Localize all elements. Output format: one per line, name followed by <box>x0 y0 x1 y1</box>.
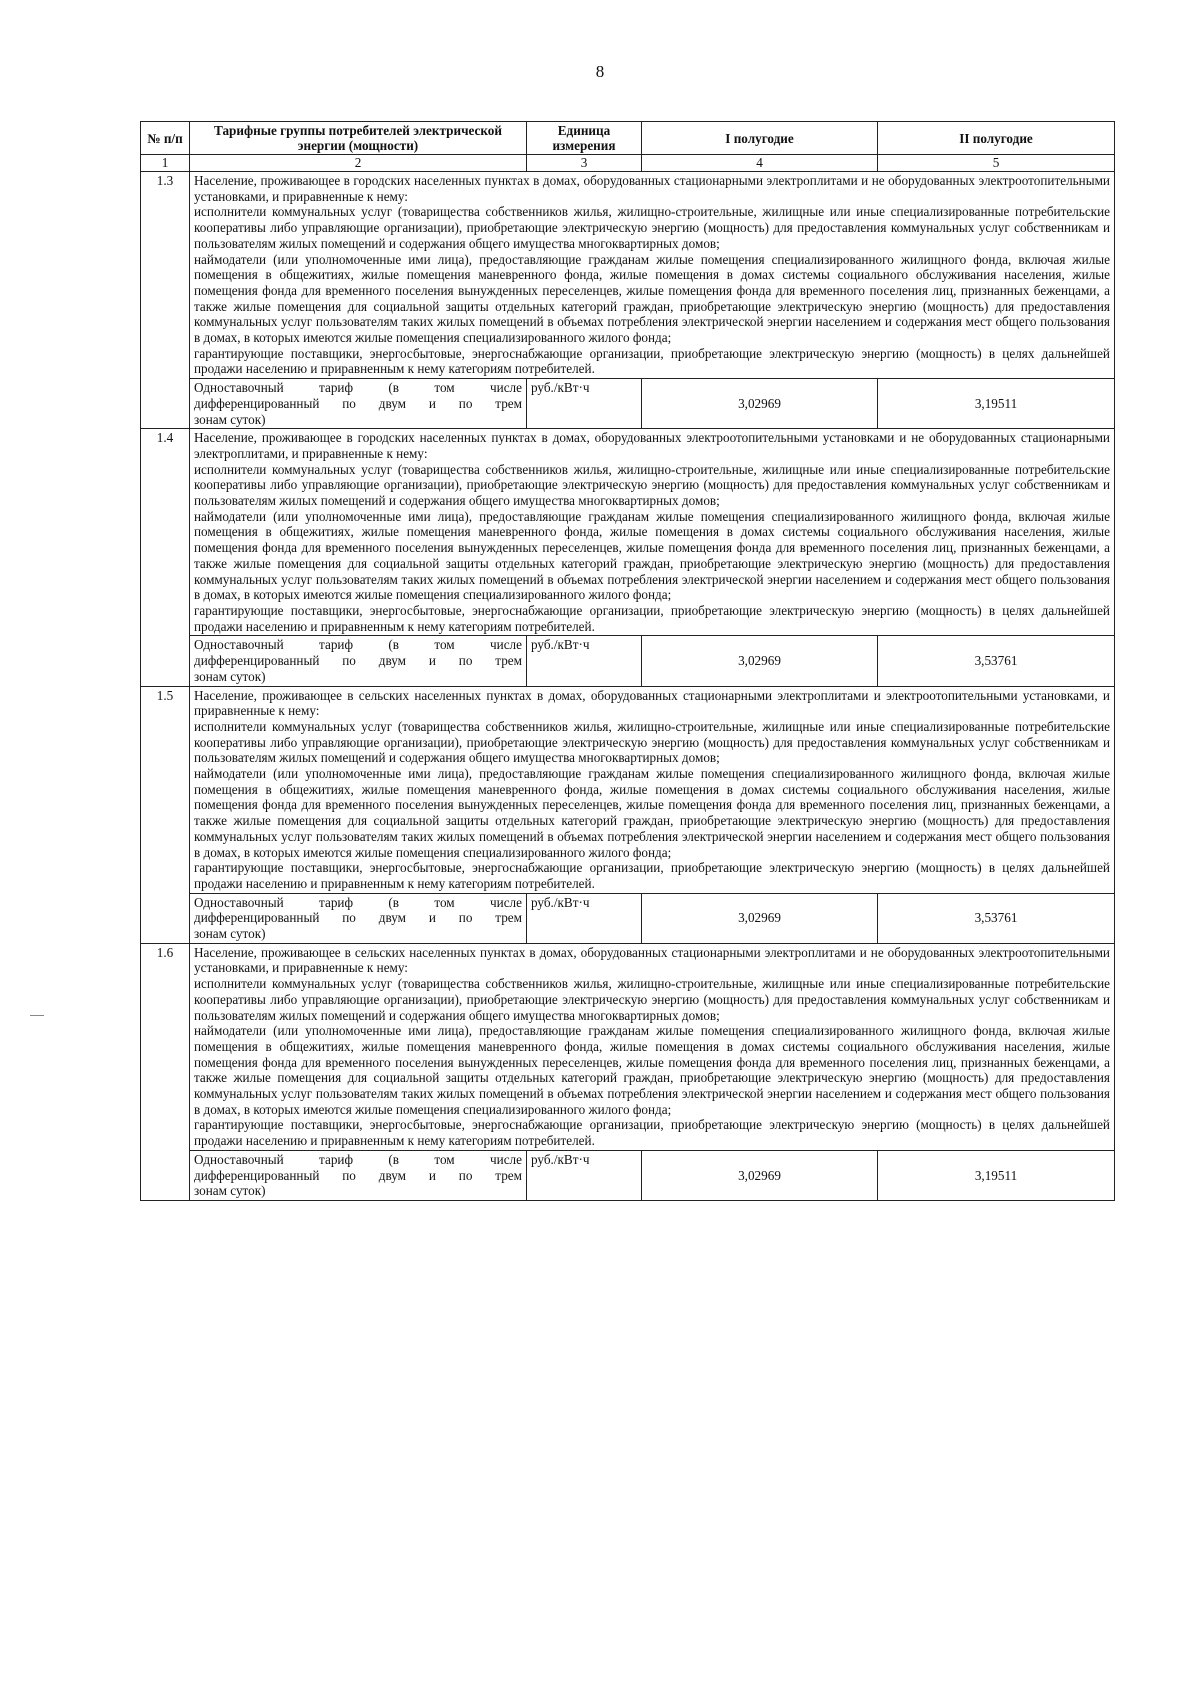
tariff-table <box>140 121 1115 1201</box>
tariff-row <box>141 379 1115 429</box>
description-paragraph: наймодатели (или уполномоченные ими лица), предоставляющие гражданам жилые помещения специализированного жилищного фонда, включая жилые помещения в общежитиях, жилые помещения маневренного фонда, жилые помещения в домах системы социального обслуживания населения, жилые помещения фонда для временного поселения вынужденных переселенцев, жилые помещения фонда для временного поселения лиц, признанных беженцами, а также жилые помещения для социальной защиты отдельных категорий граждан, приобретающие электрическую энергию (мощность) для предоставления коммунальных услуг пользователям таких жилых помещений в объемах потребления электрической энергии населением и содержания мест общего пользования в домах, в которых имеются жилые помещения специализированного жилого фонда; <box>194 766 1110 860</box>
section-description <box>190 686 1115 893</box>
description-paragraph: Население, проживающее в сельских населенных пунктах в домах, оборудованных стационарными электроплитами и электроотопительными установками, и приравненные к нему: <box>194 687 1110 719</box>
description-paragraph: наймодатели (или уполномоченные ими лица), предоставляющие гражданам жилые помещения специализированного жилищного фонда, включая жилые помещения в общежитиях, жилые помещения маневренного фонда, жилые помещения в домах системы социального обслуживания населения, жилые помещения фонда для временного поселения вынужденных переселенцев, жилые помещения фонда для временного поселения лиц, признанных беженцами, а также жилые помещения для социальной защиты отдельных категорий граждан, приобретающие электрическую энергию (мощность) для предоставления коммунальных услуг пользователям таких жилых помещений в объемах потребления электрической энергии населением и содержания мест общего пользования в домах, в которых имеются жилые помещения специализированного жилого фонда; <box>194 251 1110 346</box>
tariff-row <box>141 636 1115 686</box>
section-description <box>190 172 1115 379</box>
tariff-name: Одноставочный тариф (в том числе дифференцированный по двум и по трем зонам суток) <box>190 636 527 686</box>
description-paragraph: гарантирующие поставщики, энергосбытовые, энергоснабжающие организации, приобретающие электрическую энергию (мощность) в целях дальнейшей продажи населению и приравненным к нему категориям потребителей. <box>194 345 1110 377</box>
tariff-first-half: 3,02969 <box>642 893 878 943</box>
section-number: 1.5 <box>141 686 190 943</box>
header-number: № п/п <box>141 122 190 155</box>
section-description-row <box>141 172 1115 379</box>
description-paragraph: гарантирующие поставщики, энергосбытовые, энергоснабжающие организации, приобретающие электрическую энергию (мощность) в целях дальнейшей продажи населению и приравненным к нему категориям потребителей. <box>194 602 1110 634</box>
description-paragraph: исполнители коммунальных услуг (товарищества собственников жилья, жилищно-строительные, жилищные или иные специализированные потребительские кооперативы либо управляющие организации), приобретающие электрическую энергию (мощность) для предоставления коммунальных услуг собственникам и пользователям жилых помещений и содержания общего имущества многоквартирных домов; <box>194 718 1110 766</box>
column-number: 5 <box>878 155 1115 172</box>
scan-mark <box>30 1015 44 1016</box>
header-second-half: II полугодие <box>878 122 1115 155</box>
header-unit: Единица измерения <box>527 122 642 155</box>
description-paragraph: наймодатели (или уполномоченные ими лица), предоставляющие гражданам жилые помещения специализированного жилищного фонда, включая жилые помещения в общежитиях, жилые помещения маневренного фонда, жилые помещения в домах системы социального обслуживания населения, жилые помещения фонда для временного поселения вынужденных переселенцев, жилые помещения фонда для временного поселения лиц, признанных беженцами, а также жилые помещения для социальной защиты отдельных категорий граждан, приобретающие электрическую энергию (мощность) для предоставления коммунальных услуг пользователям таких жилых помещений в объемах потребления электрической энергии населением и содержания мест общего пользования в домах, в которых имеются жилые помещения специализированного жилого фонда; <box>194 508 1110 603</box>
description-paragraph: исполнители коммунальных услуг (товарищества собственников жилья, жилищно-строительные, жилищные или иные специализированные потребительские кооперативы либо управляющие организации), приобретающие электрическую энергию (мощность) для предоставления коммунальных услуг собственникам и пользователям жилых помещений и содержания общего имущества многоквартирных домов; <box>194 204 1110 251</box>
column-number: 1 <box>141 155 190 172</box>
tariff-second-half: 3,19511 <box>878 1150 1115 1200</box>
column-number: 4 <box>642 155 878 172</box>
tariff-first-half: 3,02969 <box>642 636 878 686</box>
tariff-name: Одноставочный тариф (в том числе дифференцированный по двум и по трем зонам суток) <box>190 893 527 943</box>
tariff-first-half: 3,02969 <box>642 379 878 429</box>
tariff-name: Одноставочный тариф (в том числе дифференцированный по двум и по трем зонам суток) <box>190 379 527 429</box>
section-description-row <box>141 943 1115 1150</box>
description-paragraph: гарантирующие поставщики, энергосбытовые, энергоснабжающие организации, приобретающие электрическую энергию (мощность) в целях дальнейшей продажи населению и приравненным к нему категориям потребителей. <box>194 1117 1110 1149</box>
tariff-second-half: 3,53761 <box>878 893 1115 943</box>
tariff-body <box>141 172 1115 1201</box>
description-paragraph: исполнители коммунальных услуг (товарищества собственников жилья, жилищно-строительные, жилищные или иные специализированные потребительские кооперативы либо управляющие организации), приобретающие электрическую энергию (мощность) для предоставления коммунальных услуг собственникам и пользователям жилых помещений и содержания общего имущества многоквартирных домов; <box>194 976 1110 1023</box>
section-description-row <box>141 686 1115 893</box>
table-header-row <box>141 122 1115 155</box>
tariff-second-half: 3,19511 <box>878 379 1115 429</box>
tariff-unit: руб./кВт·ч <box>527 893 642 943</box>
tariff-unit: руб./кВт·ч <box>527 1150 642 1200</box>
section-number: 1.6 <box>141 943 190 1200</box>
description-paragraph: гарантирующие поставщики, энергосбытовые, энергоснабжающие организации, приобретающие электрическую энергию (мощность) в целях дальнейшей продажи населению и приравненным к нему категориям потребителей. <box>194 860 1110 891</box>
section-description-row <box>141 429 1115 636</box>
tariff-row <box>141 893 1115 943</box>
tariff-first-half: 3,02969 <box>642 1150 878 1200</box>
tariff-name: Одноставочный тариф (в том числе дифференцированный по двум и по трем зонам суток) <box>190 1150 527 1200</box>
description-paragraph: Население, проживающее в сельских населенных пунктах в домах, оборудованных стационарными электроплитами и не оборудованных электроотопительными установками, и приравненные к нему: <box>194 944 1110 976</box>
description-paragraph: Население, проживающее в городских населенных пунктах в домах, оборудованных стационарными электроплитами и не оборудованных электроотопительными установками, и приравненные к нему: <box>194 173 1110 204</box>
description-paragraph: исполнители коммунальных услуг (товарищества собственников жилья, жилищно-строительные, жилищные или иные специализированные потребительские кооперативы либо управляющие организации), приобретающие электрическую энергию (мощность) для предоставления коммунальных услуг собственникам и пользователям жилых помещений и содержания общего имущества многоквартирных домов; <box>194 461 1110 509</box>
header-consumer-groups: Тарифные группы потребителей электрической энергии (мощности) <box>190 122 527 155</box>
description-paragraph: Население, проживающее в городских населенных пунктах в домах, оборудованных электроотопительными установками и не оборудованных стационарными электроплитами, и приравненные к нему: <box>194 430 1110 461</box>
tariff-unit: руб./кВт·ч <box>527 636 642 686</box>
tariff-second-half: 3,53761 <box>878 636 1115 686</box>
section-description <box>190 429 1115 636</box>
page-number: 8 <box>595 62 605 81</box>
column-number: 3 <box>527 155 642 172</box>
section-number: 1.4 <box>141 429 190 686</box>
description-paragraph: наймодатели (или уполномоченные ими лица), предоставляющие гражданам жилые помещения специализированного жилищного фонда, включая жилые помещения в общежитиях, жилые помещения маневренного фонда, жилые помещения в домах системы социального обслуживания населения, жилые помещения фонда для временного поселения вынужденных переселенцев, жилые помещения фонда для временного поселения лиц, признанных беженцами, а также жилые помещения для социальной защиты отдельных категорий граждан, приобретающие электрическую энергию (мощность) для предоставления коммунальных услуг пользователям таких жилых помещений в объемах потребления электрической энергии населением и содержания мест общего пользования в домах, в которых имеются жилые помещения специализированного жилого фонда; <box>194 1023 1110 1117</box>
column-number-row <box>141 155 1115 172</box>
column-number: 2 <box>190 155 527 172</box>
tariff-unit: руб./кВт·ч <box>527 379 642 429</box>
section-description <box>190 943 1115 1150</box>
header-first-half: I полугодие <box>642 122 878 155</box>
tariff-row <box>141 1150 1115 1200</box>
section-number: 1.3 <box>141 172 190 429</box>
